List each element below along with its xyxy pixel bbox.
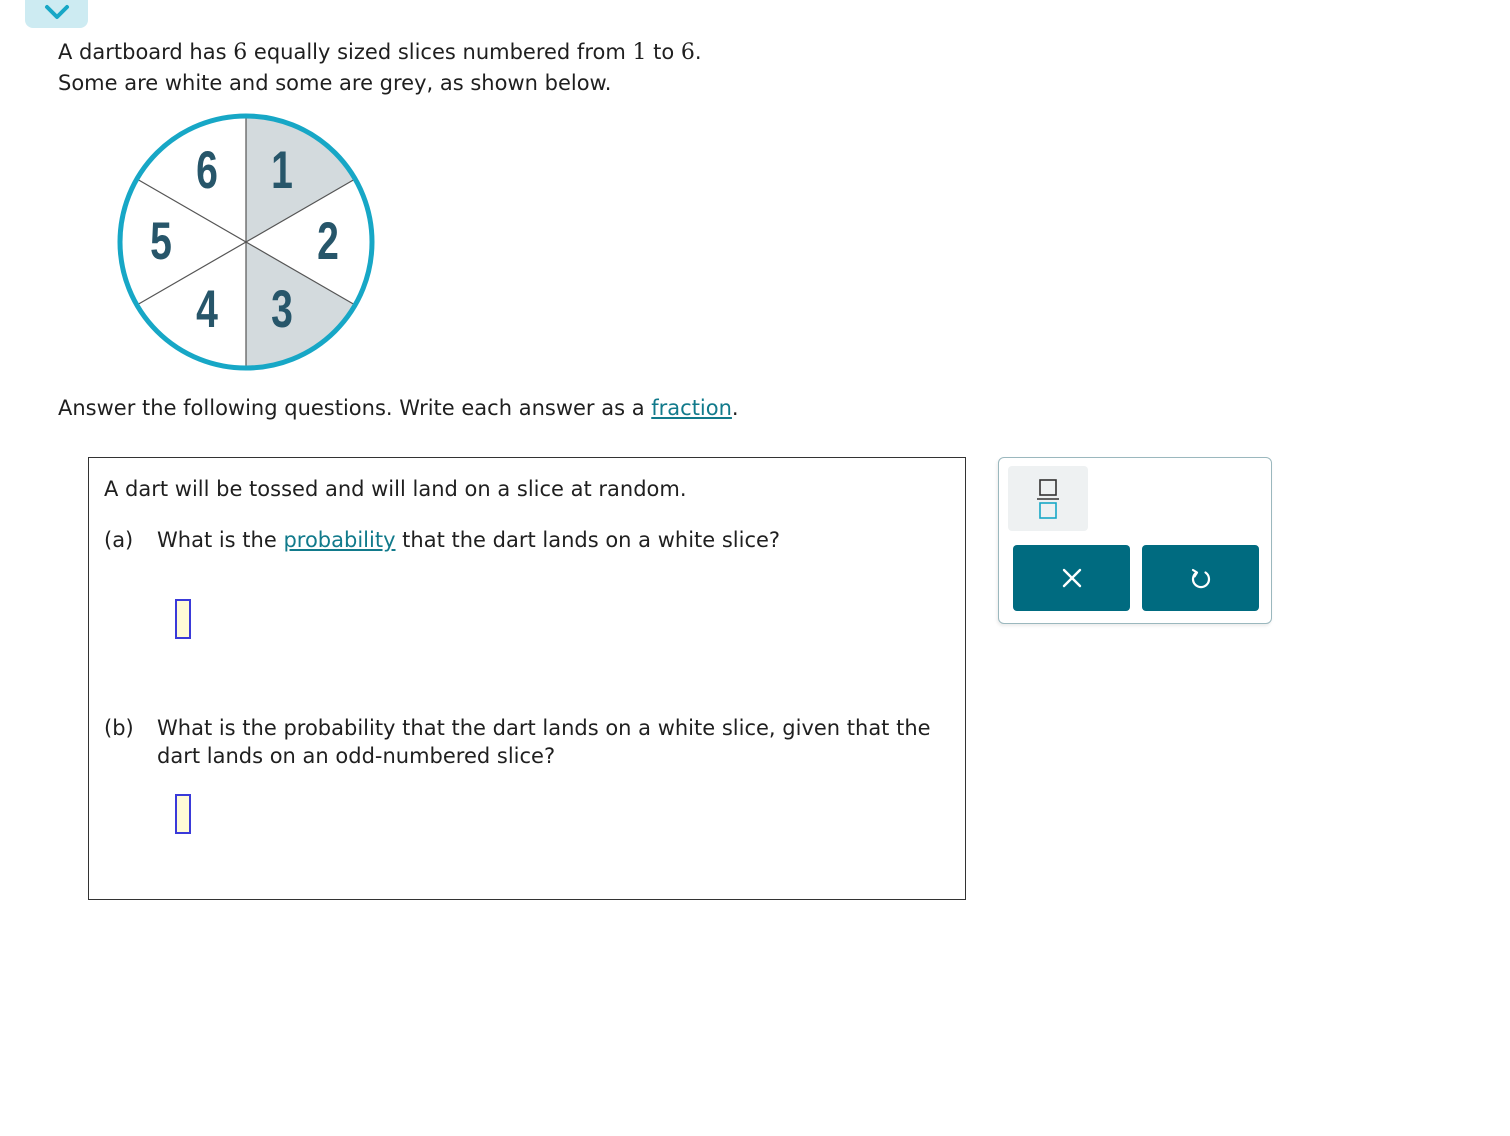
slice-number-3: 3: [271, 279, 293, 339]
fraction-icon: [1037, 478, 1059, 520]
undo-icon: [1189, 566, 1213, 590]
close-icon: [1061, 567, 1083, 589]
slice-number-5: 5: [150, 211, 172, 271]
question-intro: A dart will be tossed and will land on a slice at random.: [104, 477, 687, 501]
slice-number-1: 1: [271, 140, 293, 200]
range-end: 6: [680, 40, 695, 65]
part-b-label: (b): [104, 716, 134, 740]
undo-button[interactable]: [1142, 545, 1259, 611]
slice-number-4: 4: [196, 279, 218, 339]
slice-number-2: 2: [317, 211, 339, 271]
part-a: [104, 526, 947, 554]
collapse-toggle[interactable]: [25, 0, 88, 28]
range-start: 1: [632, 40, 647, 65]
part-b: [104, 714, 947, 770]
question-box: [88, 457, 966, 900]
part-b-text: What is the probability that the dart lands on a white slice, given that the dart lands on an odd-numbered slice?: [157, 716, 931, 768]
slice-count: 6: [233, 40, 248, 65]
answer-tools-panel: [998, 457, 1272, 624]
fraction-link[interactable]: fraction: [651, 396, 732, 420]
instruction-text: Answer the following questions. Write each answer as a fraction.: [58, 396, 739, 420]
fraction-button[interactable]: [1008, 466, 1088, 531]
slice-number-6: 6: [196, 140, 218, 200]
dartboard-figure: [112, 108, 380, 376]
clear-button[interactable]: [1013, 545, 1130, 611]
intro-line-2: Some are white and some are grey, as shown below.: [58, 71, 612, 95]
part-a-text: What is the probability that the dart lands on a white slice?: [157, 528, 781, 552]
probability-link[interactable]: probability: [283, 528, 396, 552]
intro-line-1: A dartboard has 6 equally sized slices numbered from 1 to 6.: [58, 40, 702, 65]
chevron-down-icon: [42, 2, 72, 22]
problem-intro: [58, 37, 702, 98]
answer-input-b[interactable]: [175, 794, 191, 834]
part-a-label: (a): [104, 528, 134, 552]
answer-input-a[interactable]: [175, 599, 191, 639]
